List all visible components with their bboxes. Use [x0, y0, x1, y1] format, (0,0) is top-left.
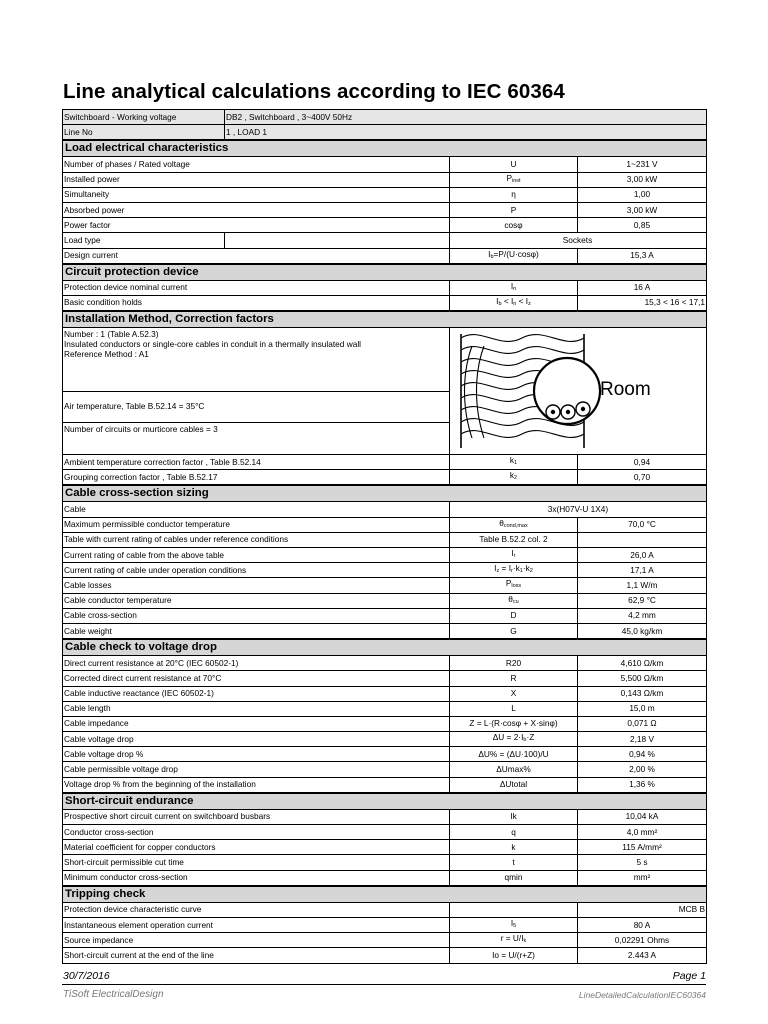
table-row: [63, 716, 707, 731]
table-row: [63, 809, 707, 824]
row-label: Protection device characteristic curve: [63, 902, 450, 917]
table-row: [63, 187, 707, 202]
symbol-part: ·Z: [526, 732, 535, 743]
symbol-part: r: [513, 553, 516, 560]
symbol-part: cond,max: [503, 522, 528, 529]
row-value: 70,0 °C: [578, 517, 707, 532]
table-row: [63, 948, 707, 963]
symbol-part: 2: [529, 568, 533, 575]
row-value: 3,00 kW: [578, 202, 707, 217]
symbol-cell: [450, 917, 578, 932]
table-row: [63, 701, 707, 716]
line-no-label: Line No: [63, 125, 225, 141]
symbol-cell: [450, 187, 578, 202]
table-row: [63, 777, 707, 793]
table-row: [63, 517, 707, 532]
symbol-cell: [450, 686, 578, 701]
row-label: Minimum conductor cross-section: [63, 870, 450, 886]
symbol-part: = I: [499, 563, 511, 574]
installation-method-line: Number : 1 (Table A.52.3): [64, 329, 159, 340]
row-label: Cable length: [63, 701, 450, 716]
symbol-cell: [450, 295, 578, 311]
symbol-part: n: [513, 285, 517, 292]
symbol-part: r: [511, 568, 513, 575]
row-label: Absorbed power: [63, 202, 450, 217]
table-row: [63, 172, 707, 187]
row-value: 0,071 Ω: [578, 716, 707, 731]
row-label: Cable voltage drop %: [63, 747, 450, 762]
symbol-part: 1: [519, 568, 523, 575]
symbol-part: loss: [511, 583, 522, 590]
symbol-part: k: [523, 938, 527, 945]
symbol-part: θ: [508, 593, 513, 604]
row-value: 80 A: [578, 917, 707, 932]
row-value: 1,36 %: [578, 777, 707, 793]
symbol-cell: [450, 623, 578, 639]
symbol-part: P: [505, 578, 512, 589]
row-value: 1,1 W/m: [578, 578, 707, 593]
symbol-part: Ik: [510, 811, 517, 822]
footer-file-name: LineDetailedCalculationIEC60364: [578, 990, 706, 1000]
empty-cell: [225, 233, 450, 248]
table-row: [63, 855, 707, 870]
protection-heading-row: [63, 264, 707, 281]
symbol-cell: [450, 218, 578, 233]
row-label: Material coefficient for copper conductors: [63, 840, 450, 855]
symbol-cell: [450, 840, 578, 855]
row-value: 0,143 Ω/km: [578, 686, 707, 701]
symbol-part: < I: [501, 295, 514, 306]
symbol-part: I: [496, 295, 499, 306]
row-label: Cable conductor temperature: [63, 593, 450, 608]
symbol-cell: [450, 157, 578, 172]
row-label: Cable inductive reactance (IEC 60502-1): [63, 686, 450, 701]
symbol-part: k: [509, 470, 515, 481]
table-row: [63, 470, 707, 486]
row-label: Installed power: [63, 172, 450, 187]
symbol-part: inst: [511, 177, 521, 184]
symbol-cell: [450, 716, 578, 731]
symbol-part: I: [511, 548, 514, 559]
symbol-part: < I: [516, 295, 529, 306]
symbol-part: L: [511, 703, 516, 714]
table-row: [63, 532, 707, 547]
row-label: Instantaneous element operation current: [63, 917, 450, 932]
symbol-part: b: [498, 300, 502, 307]
row-label: Current rating of cable under operation conditions: [63, 563, 450, 578]
row-label: Source impedance: [63, 933, 450, 948]
row-value: 45,0 kg/km: [578, 623, 707, 639]
table-row: [63, 933, 707, 948]
symbol-part: D: [510, 610, 517, 621]
symbol-cell: [450, 470, 578, 486]
table-row: [63, 202, 707, 217]
symbol-part: U: [510, 158, 517, 169]
table-row: [63, 870, 707, 886]
picture-room-label: Room: [600, 379, 651, 401]
symbol-part: ·k: [512, 563, 520, 574]
circuits-count: Number of circuits or murticore cables = 3: [63, 422, 450, 454]
table-row: [63, 686, 707, 701]
symbol-part: ΔUmax%: [496, 764, 531, 775]
symbol-part: X: [510, 688, 517, 699]
row-label: Maximum permissible conductor temperature: [63, 517, 450, 532]
table-row: [63, 233, 707, 248]
symbol-part: I: [488, 248, 491, 259]
table-row: [63, 218, 707, 233]
symbol-part: ΔUtotal: [499, 779, 528, 790]
symbol-cell: [450, 809, 578, 824]
symbol-cell: [450, 548, 578, 563]
cable-heading-row: [63, 485, 707, 502]
short-circuit-heading: Short-circuit endurance: [63, 793, 707, 810]
installation-method: [63, 328, 450, 392]
table-row: [63, 578, 707, 593]
table-row: [63, 157, 707, 172]
symbol-cell: [450, 656, 578, 671]
load-heading: Load electrical characteristics: [63, 140, 707, 157]
row-label: Short-circuit current at the end of the line: [63, 948, 450, 963]
symbol-part: I: [510, 280, 514, 291]
row-value: 62,9 °C: [578, 593, 707, 608]
table-row: [63, 656, 707, 671]
row-label: Short-circuit permissible cut time: [63, 855, 450, 870]
symbol-part: ΔU = 2·I: [492, 732, 524, 743]
symbol-cell: [450, 777, 578, 793]
tripping-heading: Tripping check: [63, 886, 707, 903]
cable-label: Cable: [63, 502, 450, 517]
footer-divider: [62, 984, 706, 985]
table-row: [63, 593, 707, 608]
row-value: 0,94 %: [578, 747, 707, 762]
symbol-cell: [450, 455, 578, 470]
row-value: 15,3 A: [578, 248, 707, 264]
row-label: Grouping correction factor , Table B.52.17: [63, 470, 450, 486]
symbol-part: 1: [514, 460, 518, 467]
row-value: 10,04 kA: [578, 809, 707, 824]
row-label: Direct current resistance at 20°C (IEC 60502-1): [63, 656, 450, 671]
row-value: 0,70: [578, 470, 707, 486]
row-value: 0,85: [578, 218, 707, 233]
row-value: Sockets: [450, 233, 707, 248]
row-value: 1~231 V: [578, 157, 707, 172]
calculation-table: [62, 109, 707, 964]
symbol-part: Io = U/(r+Z): [492, 949, 535, 960]
voltage-drop-heading: Cable check to voltage drop: [63, 639, 707, 656]
symbol-part: b: [523, 737, 527, 744]
table-row: [63, 455, 707, 470]
symbol-part: G: [510, 625, 517, 636]
symbol-part: I: [510, 918, 514, 929]
air-temperature: Air temperature, Table B.52.14 = 35°C: [63, 392, 450, 422]
symbol-cell: [450, 732, 578, 747]
row-value: 3,00 kW: [578, 172, 707, 187]
installation-heading-row: [63, 311, 707, 328]
symbol-part: n: [513, 300, 517, 307]
cable-type-value: 3x(H07V-U 1X4): [450, 502, 707, 517]
row-label: Corrected direct current resistance at 70°C: [63, 671, 450, 686]
empty-cell: [450, 902, 578, 917]
row-label: Conductor cross-section: [63, 825, 450, 840]
table-row: [63, 563, 707, 578]
installation-method-line: Insulated conductors or single-core cables in conduit in a thermally insulated wall: [64, 339, 362, 350]
symbol-part: qmin: [504, 872, 523, 883]
symbol-cell: [450, 172, 578, 187]
symbol-cell: [450, 747, 578, 762]
table-row: [63, 825, 707, 840]
table-row: [63, 248, 707, 264]
row-value: 5 s: [578, 855, 707, 870]
row-value: 0,02291 Ohms: [578, 933, 707, 948]
row-value: 5,500 Ω/km: [578, 671, 707, 686]
symbol-cell: [450, 563, 578, 578]
row-label: Cable voltage drop: [63, 732, 450, 747]
footer-page-number: Page 1: [672, 970, 706, 982]
symbol-part: Z = L·(R·cosφ + X·sinφ): [469, 718, 558, 729]
short-circuit-heading-row: [63, 793, 707, 810]
table-row: [63, 840, 707, 855]
table-row: [63, 280, 707, 295]
row-value: 1,00: [578, 187, 707, 202]
table-row: [63, 917, 707, 932]
row-label: Design current: [63, 248, 450, 264]
symbol-part: z: [496, 568, 500, 575]
row-value: 17,1 A: [578, 563, 707, 578]
footer-software-name: TiSoft ElectricalDesign: [63, 989, 164, 1000]
row-label: Ambient temperature correction factor , Table B.52.14: [63, 455, 450, 470]
row-label: Protection device nominal current: [63, 280, 450, 295]
symbol-cell: [450, 825, 578, 840]
symbol-cell: [450, 248, 578, 264]
table-row: [63, 608, 707, 623]
installation-heading: Installation Method, Correction factors: [63, 311, 707, 328]
row-value: 16 A: [578, 280, 707, 295]
symbol-part: P: [510, 204, 517, 215]
symbol-part: q: [511, 826, 516, 837]
footer-date: 30/7/2016: [63, 970, 110, 982]
symbol-part: P: [506, 172, 512, 183]
row-value: 15,3 < 16 < 17,1: [578, 295, 707, 311]
table-row: [63, 671, 707, 686]
row-value: 4,2 mm: [578, 608, 707, 623]
table-row: [63, 548, 707, 563]
symbol-cell: [450, 280, 578, 295]
symbol-part: ·k: [522, 563, 530, 574]
voltage-drop-heading-row: [63, 639, 707, 656]
switchboard-row: [63, 110, 707, 125]
document-title: Line analytical calculations according to IEC 60364: [63, 80, 565, 103]
symbol-part: θ: [499, 517, 504, 528]
row-value: 0,94: [578, 455, 707, 470]
table-row: [63, 623, 707, 639]
switchboard-value: DB2 , Switchboard , 3~400V 50Hz: [225, 110, 707, 125]
symbol-part: cosφ: [504, 219, 523, 230]
row-label: Cable cross-section: [63, 608, 450, 623]
symbol-part: b: [490, 253, 494, 260]
symbol-part: cu: [512, 598, 519, 605]
row-label: Cable losses: [63, 578, 450, 593]
installation-method-line: Reference Method : A1: [64, 349, 149, 360]
symbol-part: z: [528, 300, 531, 307]
table-row: [63, 902, 707, 917]
symbol-cell: [450, 608, 578, 623]
symbol-cell: [450, 593, 578, 608]
table-row: [63, 762, 707, 777]
row-label: Voltage drop % from the beginning of the installation: [63, 777, 450, 793]
cable-type-row: [63, 502, 707, 517]
switchboard-label: Switchboard - Working voltage: [63, 110, 225, 125]
row-value: 2,18 V: [578, 732, 707, 747]
installation-method-row: [63, 328, 707, 392]
symbol-cell: [450, 870, 578, 886]
symbol-cell: [450, 948, 578, 963]
symbol-part: R20: [505, 657, 522, 668]
symbol-cell: [450, 762, 578, 777]
symbol-part: I: [494, 563, 497, 574]
row-value: 4,0 mm²: [578, 825, 707, 840]
row-label: Cable permissible voltage drop: [63, 762, 450, 777]
symbol-cell: [450, 933, 578, 948]
row-label: Number of phases / Rated voltage: [63, 157, 450, 172]
symbol-part: Table B.52.2 col. 2: [479, 534, 548, 545]
cable-heading: Cable cross-section sizing: [63, 485, 707, 502]
tripping-heading-row: [63, 886, 707, 903]
row-label: Cable impedance: [63, 716, 450, 731]
symbol-part: η: [511, 189, 516, 200]
symbol-part: r = U/I: [500, 933, 524, 944]
row-label: Table with current rating of cables under reference conditions: [63, 532, 450, 547]
symbol-cell: [450, 578, 578, 593]
load-heading-row: [63, 140, 707, 157]
symbol-cell: [450, 855, 578, 870]
symbol-part: t: [512, 856, 515, 867]
symbol-part: 5: [513, 923, 517, 930]
symbol-cell: [450, 701, 578, 716]
line-no-row: [63, 125, 707, 141]
row-label: Cable weight: [63, 623, 450, 639]
line-no-value: 1 , LOAD 1: [225, 125, 707, 141]
row-label: Prospective short circuit current on switchboard busbars: [63, 809, 450, 824]
row-value: 4,610 Ω/km: [578, 656, 707, 671]
row-value: 26,0 A: [578, 548, 707, 563]
symbol-part: k: [511, 841, 516, 852]
row-value: 115 A/mm²: [578, 840, 707, 855]
row-label: Basic condition holds: [63, 295, 450, 311]
symbol-part: 2: [514, 475, 518, 482]
installation-picture-cell: [450, 328, 707, 455]
symbol-cell: [450, 532, 578, 547]
symbol-cell: [450, 202, 578, 217]
row-value: 15,0 m: [578, 701, 707, 716]
row-value: 2,00 %: [578, 762, 707, 777]
protection-heading: Circuit protection device: [63, 264, 707, 281]
table-row: [63, 732, 707, 747]
symbol-part: ΔU% = (ΔU·100)/U: [478, 748, 549, 759]
symbol-part: =P/(U·cosφ): [493, 248, 539, 259]
symbol-part: k: [509, 455, 515, 466]
row-value: mm²: [578, 870, 707, 886]
table-row: [63, 295, 707, 311]
installation-diagram-image: [450, 328, 707, 454]
row-label: Simultaneity: [63, 187, 450, 202]
row-value: [578, 532, 707, 547]
row-label: Current rating of cable from the above table: [63, 548, 450, 563]
row-label: Load type: [63, 233, 225, 248]
row-label: Power factor: [63, 218, 450, 233]
symbol-cell: [450, 517, 578, 532]
row-value: MCB B: [578, 902, 707, 917]
calculation-sheet: [62, 109, 706, 964]
symbol-cell: [450, 671, 578, 686]
table-row: [63, 747, 707, 762]
row-value: 2.443 A: [578, 948, 707, 963]
symbol-part: R: [510, 672, 517, 683]
